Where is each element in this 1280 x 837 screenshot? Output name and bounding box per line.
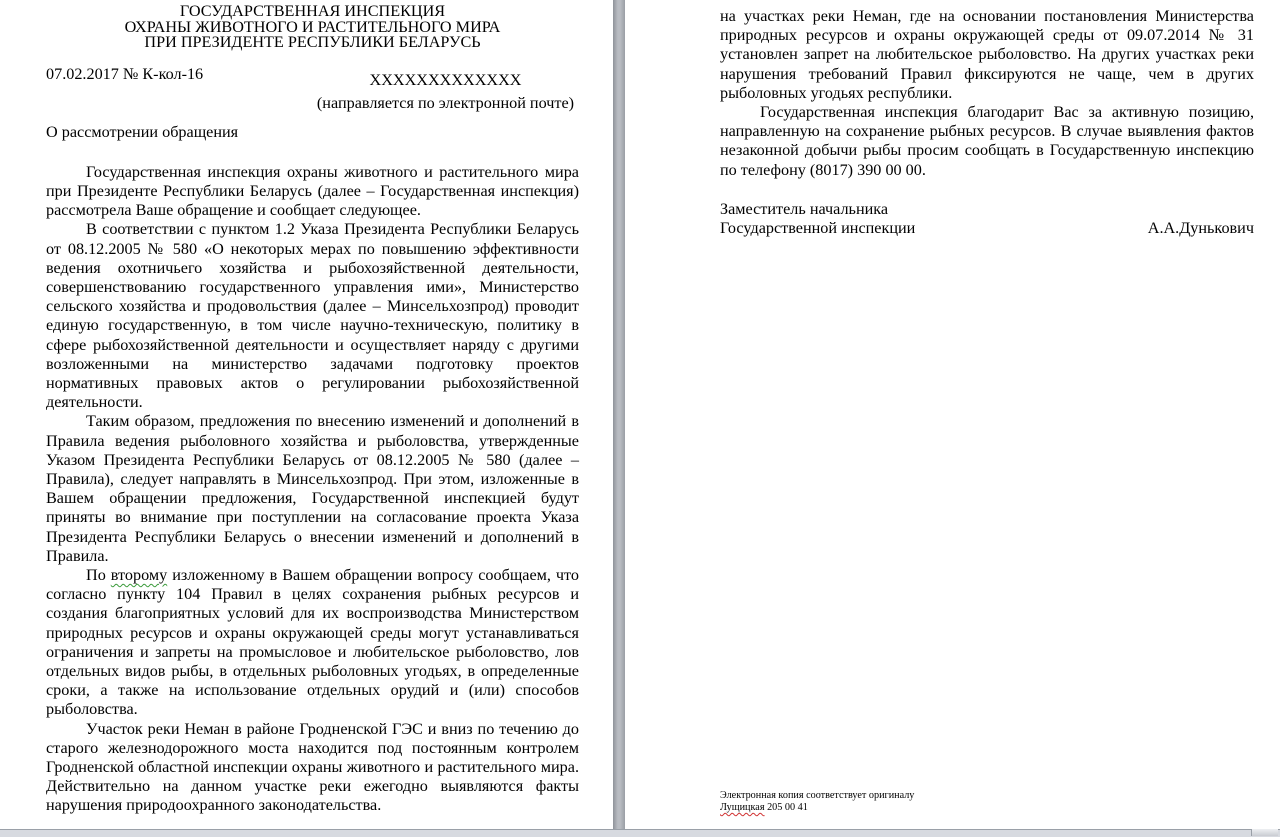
recipient-block: [313, 65, 578, 113]
paragraph-5: Участок реки Неман в районе Гродненской ГЭС и вниз по течению до старого железнодорожного моста находится под постоянным контролем Гродненской областной инспекции охраны животного и растительного мира. Действительно на данном участке реки ежегодно выявляются факты нарушения природоохранного законодательства.: [46, 719, 579, 815]
signature-row: [720, 219, 1254, 238]
registration-number: 07.02.2017 № К-кол-16: [46, 64, 204, 83]
paragraph-1: Государственная инспекция охраны животного и растительного мира при Президенте Республики Беларусь (далее – Государственная инспекция) рассмотрела Ваше обращение и сообщает следующее.: [46, 162, 579, 220]
paragraph-3: Таким образом, предложения по внесению изменений и дополнений в Правила ведения рыболовного хозяйства и рыболовства, утвержденные Указом Президента Республики Беларусь от 08.12.2005 № 580 (далее – Правила), следует направлять в Минсельхозпрод. При этом, изложенные в Вашем обращении предложения, Государственной инспекцией будут приняты во внимание при поступлении на согласование проекта Указа Президента Республики Беларусь о внесении изменений и дополнений в Правила.: [46, 412, 579, 565]
letterhead-line-1: ГОСУДАРСТВЕННАЯ ИНСПЕКЦИЯ: [179, 2, 446, 20]
recipient-name: XXXXXXXXXXXXX: [369, 70, 522, 89]
paragraph-4: [46, 566, 579, 720]
signature-title-line-1: Заместитель начальника: [720, 199, 889, 218]
recipient-note: (направляется по электронной почте): [316, 93, 575, 112]
continuation-paragraph-2: Государственная инспекция благодарит Вас за активную позицию, направленную на сохранение рыбных ресурсов. В случае выявления фактов незаконной добычи рыбы просим сообщать в Государственную инспекцию по телефону (8017) 390 00 00.: [720, 103, 1254, 179]
scrollbar-grip[interactable]: [1251, 829, 1278, 836]
letterhead: [46, 4, 579, 51]
document-page-right[interactable]: [625, 0, 1280, 829]
letter-subject: О рассмотрении обращения: [46, 122, 239, 141]
paragraph-4-start: По: [86, 565, 106, 584]
continuation-paragraph-1: на участках реки Неман, где на основании постановления Министерства природных ресурсов и охраны окружающей среды от 09.07.2014 № 31 установлен запрет на любительское рыболовство. На других участках реки нарушения требований Правил фиксируются не чаще, чем в других рыболовных угодьях республики.: [720, 7, 1254, 102]
signatory-name: А.А.Дунькович: [1147, 219, 1254, 238]
document-page-left[interactable]: [0, 0, 613, 829]
letter-body: [46, 4, 579, 816]
footnote-author[interactable]: Лущицкая: [720, 802, 765, 813]
registration-row: [46, 64, 579, 112]
signature-title-line-2: Государственной инспекции: [720, 219, 916, 238]
letter-continuation: [720, 7, 1254, 238]
footnote-copy-note: Электронная копия соответствует оригиналу: [720, 790, 915, 801]
footnote-author-line: [720, 802, 914, 814]
footnote-phone: 205 00 41: [767, 802, 808, 813]
spellcheck-word[interactable]: второму: [110, 565, 168, 584]
page-gap: [613, 0, 625, 829]
letterhead-line-3: ПРИ ПРЕЗИДЕНТЕ РЕСПУБЛИКИ БЕЛАРУСЬ: [144, 33, 481, 51]
letterhead-line-2: ОХРАНЫ ЖИВОТНОГО И РАСТИТЕЛЬНОГО МИРА: [124, 17, 501, 36]
paragraph-2: В соответствии с пунктом 1.2 Указа Президента Республики Беларусь от 08.12.2005 № 580 «О некоторых мерах по повышению эффективности ведения охотничьего хозяйства и рыбохозяйственной деятельности, совершенствованию государственного управления ими», Министерство сельского хозяйства и продовольствия (далее – Минсельхозпрод) проводит единую государственную, в том числе научно-техническую, политику в сфере рыбохозяйственной деятельности и осуществляет наряду с другими возложенными на министерство задачами подготовку проектов нормативных правовых актов о регулировании рыбохозяйственной деятельности.: [46, 220, 579, 412]
paragraph-4-rest: изложенному в Вашем обращении вопросу сообщаем, что согласно пункту 104 Правил в целях сохранения рыбных ресурсов и создания благоприятных условий для их воспроизводства Министерством природных ресурсов и охраны окружающей среды могут устанавливаться ограничения и запреты на промысловое и любительское рыболовство, лов отдельных видов рыбы, в отдельных рыболовных угодьях, в определенные сроки, а также на использование отдельных орудий и (или) способов рыболовства.: [46, 565, 580, 719]
footnote: [720, 790, 914, 814]
